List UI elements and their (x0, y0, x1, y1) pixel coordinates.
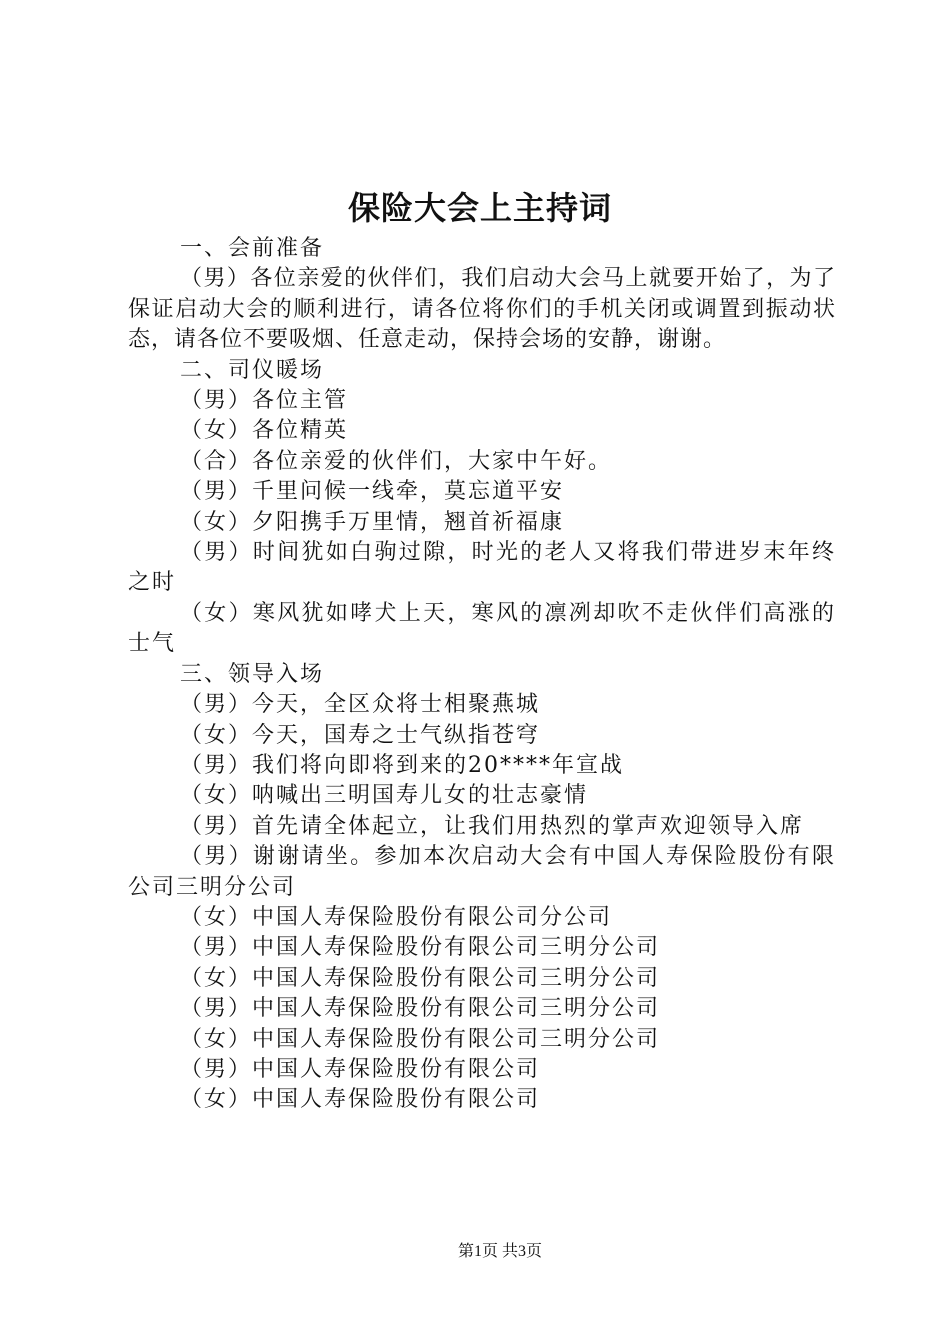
paragraph: （女）呐喊出三明国寿儿女的壮志豪情 (180, 783, 589, 809)
paragraph: （合）各位亲爱的伙伴们，大家中午好。 (180, 448, 613, 474)
paragraph: （男）各位亲爱的伙伴们，我们启动大会马上就要开始了，为了保证启动大会的顺利进行，请各位将你们的手机关闭或调置到振动状态，请各位不要吸烟、任意走动，保持会场的安静，谢谢。 (128, 266, 836, 353)
paragraph: （女）各位精英 (180, 418, 349, 444)
document-body (128, 234, 836, 1116)
paragraph: （男）中国人寿保险股份有限公司 (180, 1056, 541, 1082)
paragraph: （女）夕阳携手万里情，翘首祈福康 (180, 509, 565, 535)
paragraph: （男）中国人寿保险股份有限公司三明分公司 (180, 935, 661, 961)
paragraph: （女）寒风犹如哮犬上天，寒风的凛冽却吹不走伙伴们高涨的士气 (128, 600, 836, 657)
paragraph: （女）中国人寿保险股份有限公司三明分公司 (180, 965, 661, 991)
paragraph: （男）各位主管 (180, 388, 349, 414)
paragraph: （男）千里问候一线牵，莫忘道平安 (180, 479, 565, 505)
paragraph: （男）中国人寿保险股份有限公司三明分公司 (180, 996, 661, 1022)
paragraph: （女）中国人寿保险股份有限公司分公司 (180, 904, 613, 930)
paragraph: （男）我们将向即将到来的20****年宣战 (180, 752, 624, 778)
document-title: 保险大会上主持词 (347, 189, 612, 227)
page-footer: 第1页 共3页 (457, 1243, 542, 1260)
paragraph: （男）谢谢请坐。参加本次启动大会有中国人寿保险股份有限公司三明分公司 (128, 844, 836, 900)
paragraph: （女）中国人寿保险股份有限公司三明分公司 (180, 1026, 661, 1052)
section-heading: 一、会前准备 (180, 236, 325, 261)
section-heading: 三、领导入场 (180, 661, 325, 687)
paragraph: （女）今天，国寿之士气纵指苍穹 (180, 722, 541, 748)
paragraph: （男）今天，全区众将士相聚燕城 (180, 692, 541, 718)
paragraph: （男）时间犹如白驹过隙，时光的老人又将我们带进岁末年终之时 (128, 540, 836, 596)
section-heading: 二、司仪暖场 (180, 357, 325, 383)
paragraph: （男）首先请全体起立，让我们用热烈的掌声欢迎领导入席 (180, 813, 805, 839)
paragraph: （女）中国人寿保险股份有限公司 (180, 1087, 541, 1113)
